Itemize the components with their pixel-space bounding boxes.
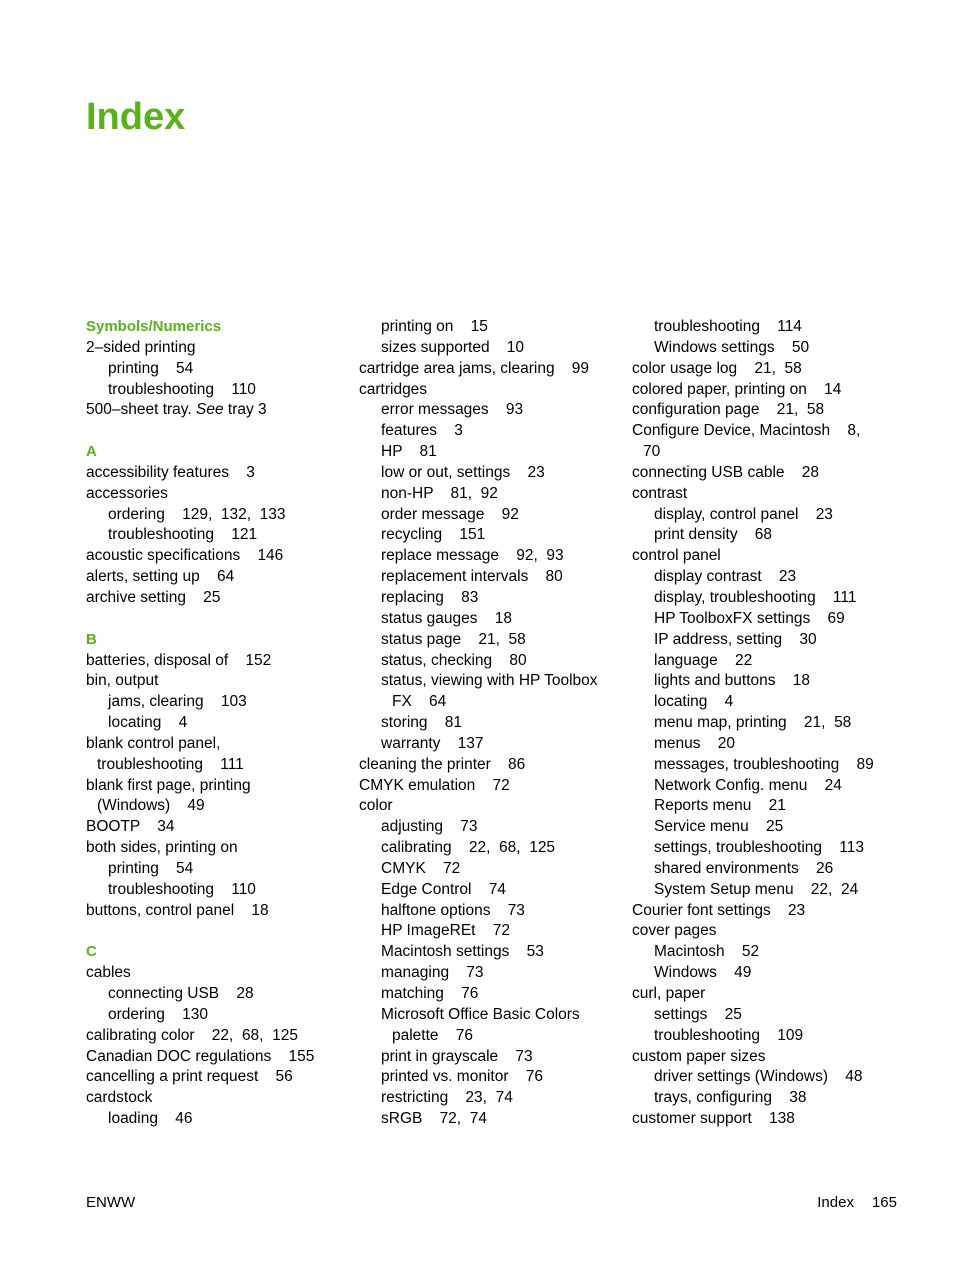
index-entry: menu map, printing 21, 58 (654, 714, 852, 732)
index-entry: FX 64 (392, 693, 447, 711)
index-entry: printing 54 (108, 859, 194, 877)
index-entry: batteries, disposal of 152 (86, 651, 272, 669)
index-entry: shared environments 26 (654, 859, 834, 877)
index-entry: color (359, 797, 393, 815)
index-entry: display contrast 23 (654, 568, 797, 586)
index-entry: 70 (643, 443, 661, 461)
index-entry: acoustic specifications 146 (86, 547, 284, 565)
index-entry: HP ToolboxFX settings 69 (654, 609, 845, 627)
index-entry: blank first page, printing (86, 776, 251, 794)
index-entry: cardstock (86, 1089, 153, 1107)
index-entry: settings, troubleshooting 113 (654, 839, 864, 857)
index-entry: order message 92 (381, 505, 519, 523)
section-gap (86, 421, 348, 442)
index-entry: color usage log 21, 58 (632, 359, 802, 377)
index-entry: Reports menu 21 (654, 797, 786, 815)
index-entry: restricting 23, 74 (381, 1089, 513, 1107)
index-entry: display, troubleshooting 111 (654, 588, 857, 606)
index-column-1 (86, 317, 348, 1130)
index-entry: halftone options 73 (381, 901, 525, 919)
index-entry: printing on 15 (381, 318, 488, 335)
index-entry: (Windows) 49 (97, 797, 205, 815)
footer-doc-code: ENWW (86, 1194, 136, 1211)
index-entry: Windows settings 50 (654, 338, 810, 356)
index-entry: non-HP 81, 92 (381, 484, 498, 502)
index-entry: settings 25 (654, 1005, 742, 1023)
index-entry: driver settings (Windows) 48 (654, 1068, 863, 1086)
index-entry: sizes supported 10 (381, 338, 525, 356)
index-entry: cover pages (632, 922, 717, 940)
index-entry: Network Config. menu 24 (654, 776, 842, 794)
index-section-header: Symbols/Numerics (86, 318, 222, 335)
index-entry: print in grayscale 73 (381, 1047, 533, 1065)
index-entry: language 22 (654, 651, 753, 669)
index-entry: ordering 129, 132, 133 (108, 505, 286, 523)
index-entry: jams, clearing 103 (108, 693, 247, 711)
index-entry: features 3 (381, 422, 463, 440)
index-entry: calibrating color 22, 68, 125 (86, 1026, 298, 1044)
index-entry: low or out, settings 23 (381, 463, 545, 481)
index-entry: BOOTP 34 (86, 818, 175, 836)
index-entry: IP address, setting 30 (654, 630, 817, 648)
index-entry: HP 81 (381, 443, 437, 461)
index-entry: calibrating 22, 68, 125 (381, 839, 556, 857)
index-entry: storing 81 (381, 714, 462, 732)
index-entry: control panel (632, 547, 721, 565)
index-entry: accessories (86, 484, 168, 502)
index-entry: both sides, printing on (86, 839, 238, 857)
index-entry: display, control panel 23 (654, 505, 833, 523)
index-entry: troubleshooting 121 (108, 526, 258, 544)
index-entry: curl, paper (632, 985, 706, 1002)
index-entry: customer support 138 (632, 1110, 795, 1128)
index-entry: print density 68 (654, 526, 773, 544)
index-entry: replacing 83 (381, 588, 479, 606)
index-entry: troubleshooting 110 (108, 880, 256, 898)
index-entry: Edge Control 74 (381, 880, 506, 898)
index-section-header: A (86, 443, 97, 461)
footer-page-number: 165 (871, 1194, 897, 1211)
index-entry: messages, troubleshooting 89 (654, 755, 874, 773)
index-entry: status gauges 18 (381, 609, 512, 627)
index-entry: 500–sheet tray. See tray 3 (86, 401, 267, 419)
index-entry: menus 20 (654, 734, 735, 752)
index-entry: archive setting 25 (86, 588, 221, 606)
index-entry: status, checking 80 (381, 651, 527, 669)
footer-section: Index (817, 1194, 854, 1211)
index-entry: 2–sided printing (86, 338, 196, 356)
index-section-header: C (86, 943, 97, 961)
index-entry: troubleshooting 114 (654, 318, 802, 335)
index-entry: Service menu 25 (654, 818, 784, 836)
index-entry: managing 73 (381, 964, 484, 982)
index-entry: troubleshooting 111 (97, 755, 244, 773)
index-entry: recycling 151 (381, 526, 486, 544)
index-entry: printing 54 (108, 359, 194, 377)
index-entry: Windows 49 (654, 964, 752, 982)
see-reference: See (196, 401, 224, 419)
index-entry: adjusting 73 (381, 818, 478, 836)
index-entry: cartridges (359, 380, 428, 398)
index-entry: lights and buttons 18 (654, 672, 810, 690)
index-entry: warranty 137 (381, 734, 484, 752)
index-entry: loading 46 (108, 1110, 193, 1128)
index-entry: buttons, control panel 18 (86, 901, 269, 919)
index-entry: Canadian DOC regulations 155 (86, 1047, 315, 1065)
index-entry: custom paper sizes (632, 1047, 766, 1065)
index-entry: Macintosh settings 53 (381, 943, 544, 961)
index-column-2 (359, 317, 621, 1130)
page-title: Index (86, 96, 186, 138)
index-entry: troubleshooting 110 (108, 380, 256, 398)
index-entry: blank control panel, (86, 734, 221, 752)
index-entry: replacement intervals 80 (381, 568, 563, 586)
index-entry: ordering 130 (108, 1005, 208, 1023)
index-entry: printed vs. monitor 76 (381, 1068, 543, 1086)
index-entry: cartridge area jams, clearing 99 (359, 359, 590, 377)
index-entry: Configure Device, Macintosh 8, (632, 422, 861, 440)
index-entry: matching 76 (381, 985, 479, 1002)
index-entry: CMYK emulation 72 (359, 776, 510, 794)
index-entry: configuration page 21, 58 (632, 401, 825, 419)
section-gap (86, 609, 348, 630)
index-entry: cables (86, 964, 131, 982)
index-entry: CMYK 72 (381, 859, 461, 877)
index-entry: contrast (632, 484, 688, 502)
index-entry: replace message 92, 93 (381, 547, 564, 565)
index-entry: Macintosh 52 (654, 943, 760, 961)
index-entry: troubleshooting 109 (654, 1026, 804, 1044)
index-entry: status, viewing with HP Toolbox (381, 672, 598, 690)
index-entry: alerts, setting up 64 (86, 568, 235, 586)
index-entry: sRGB 72, 74 (381, 1110, 487, 1128)
index-entry: colored paper, printing on 14 (632, 380, 842, 398)
index-entry: HP ImageREt 72 (381, 922, 510, 940)
index-entry: accessibility features 3 (86, 463, 255, 481)
index-entry: locating 4 (108, 714, 188, 732)
index-entry: error messages 93 (381, 401, 524, 419)
index-entry: connecting USB cable 28 (632, 463, 819, 481)
section-gap (86, 921, 348, 942)
footer-page-label (817, 1194, 897, 1211)
index-entry: cancelling a print request 56 (86, 1068, 293, 1086)
index-entry: System Setup menu 22, 24 (654, 880, 859, 898)
index-entry: bin, output (86, 672, 159, 690)
index-entry: locating 4 (654, 693, 734, 711)
index-entry: status page 21, 58 (381, 630, 526, 648)
index-column-3 (632, 317, 894, 1130)
index-entry: connecting USB 28 (108, 985, 254, 1002)
index-entry: palette 76 (392, 1026, 474, 1044)
index-entry: trays, configuring 38 (654, 1089, 807, 1107)
index-entry: Microsoft Office Basic Colors (381, 1005, 580, 1023)
index-entry: Courier font settings 23 (632, 901, 806, 919)
index-section-header: B (86, 630, 97, 648)
index-entry: cleaning the printer 86 (359, 755, 526, 773)
